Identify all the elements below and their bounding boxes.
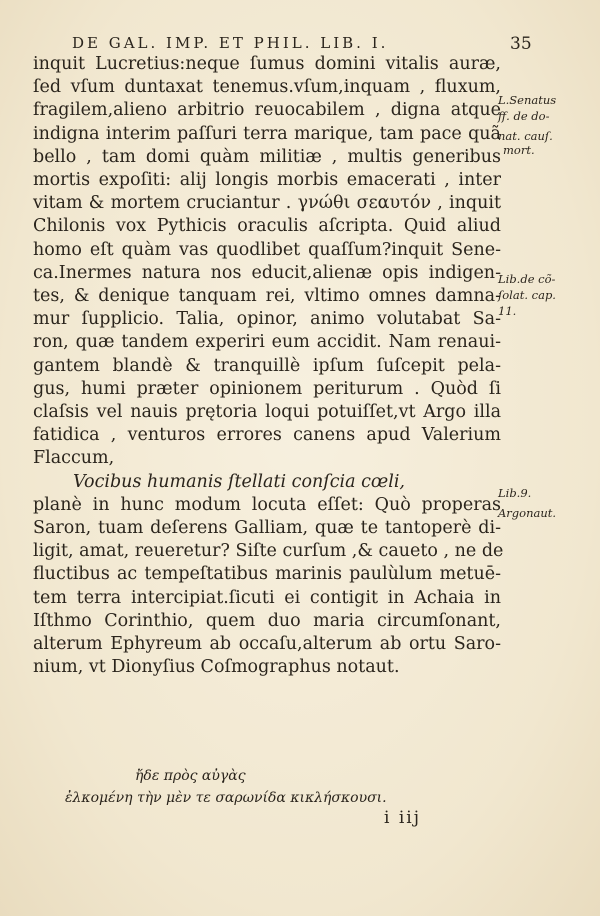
margin-note: Lib.de cõ- (498, 272, 556, 286)
text-line: Flaccum, (33, 448, 115, 469)
margin-note: nat. cauſ. (498, 129, 553, 143)
text-line: ron, quæ tandem experiri eum accidit. Nam renaui- (33, 332, 501, 353)
margin-note: mort. (503, 143, 535, 157)
text-line: ca.Inermes natura nos educit,alienæ opis indigen- (33, 262, 501, 283)
text-line: planè in hunc modum locuta eſſet: Quò properas (33, 494, 501, 515)
margin-note: L.Senatus (498, 93, 557, 107)
margin-note: Lib.9. (498, 486, 532, 500)
text-line: tem terra intercipiat.ſicuti ei contigit in Achaia in (33, 587, 501, 608)
text-line: gus, humi præter opinionem periturum . Quòd ſi (33, 378, 501, 399)
margin-note: Argonaut. (498, 506, 557, 520)
text-line: Saron, tuam deſerens Galliam, quæ te tantoperè di- (33, 518, 501, 539)
text-line: Chilonis vox Pythicis oraculis aſcripta. Quid aliud (33, 216, 501, 237)
greek-line: ἐλκομένη τὴν μὲν τε σαρωνίδα κικλήσκουσι. (65, 790, 387, 806)
text-line: fluctibus ac tempeſtatibus marinis paulùlum metuē- (33, 564, 501, 585)
text-line: claſsis vel nauis prętoria loqui potuiſſet,vt Argo illa (33, 402, 501, 423)
text-line: fragilem,alieno arbitrio reuocabilem , digna atque (33, 100, 501, 121)
margin-note: 11. (498, 304, 517, 318)
margin-note: ff. de do- (498, 109, 550, 123)
verse-quotation: Vocibus humanis ſtellati conſcia cœli, (73, 471, 405, 492)
signature-mark: i iij (384, 808, 421, 828)
text-line: inquit Lucretius:neque ſumus domini vitalis auræ, (33, 54, 501, 74)
text-line: nium, vt Dionyſius Coſmographus notaut. (33, 657, 400, 678)
text-line: gantem blandè & tranquillè ipſum ſuſcepit pela- (33, 355, 501, 376)
text-line: indigna interim paſſuri terra marique, tam pace quã (33, 123, 501, 144)
greek-line: ἤδε πρὸς αὐγὰς (135, 768, 246, 784)
text-line: fatidica , venturos errores canens apud Valerium (33, 425, 501, 446)
text-line: ſed vſum duntaxat tenemus.vſum,inquam , fluxum, (33, 77, 501, 98)
margin-note: ſolat. cap. (498, 288, 556, 302)
text-line: mortis expoſiti: alij longis morbis emacerati , inter (33, 170, 501, 191)
greek-quotation (65, 765, 425, 809)
text-line: vitam & mortem cruciantur . γνώθι σεαυτόν , inquit (33, 193, 501, 214)
text-line: Iſthmo Corinthio, quem duo maria circumſonant, (33, 610, 501, 631)
text-line: bello , tam domi quàm militiæ , multis generibus (33, 146, 501, 167)
running-title: DE GAL. IMP. ET PHIL. LIB. I. (72, 34, 389, 52)
text-line: alterum Ephyreum ab occaſu,alterum ab ortu Saro- (33, 634, 501, 655)
main-text (33, 53, 504, 679)
text-line: ligit, amat, reueretur? Siſte curſum ,& caueto , ne de (33, 541, 504, 562)
text-line: tes, & denique tanquam rei, vltimo omnes damna- (33, 286, 501, 307)
page-number: 35 (510, 34, 532, 54)
text-line: mur ſupplicio. Talia, opinor, animo volutabat Sa- (33, 309, 501, 330)
text-line: homo eſt quàm vas quodlibet quaſſum?inquit Sene- (33, 239, 501, 260)
